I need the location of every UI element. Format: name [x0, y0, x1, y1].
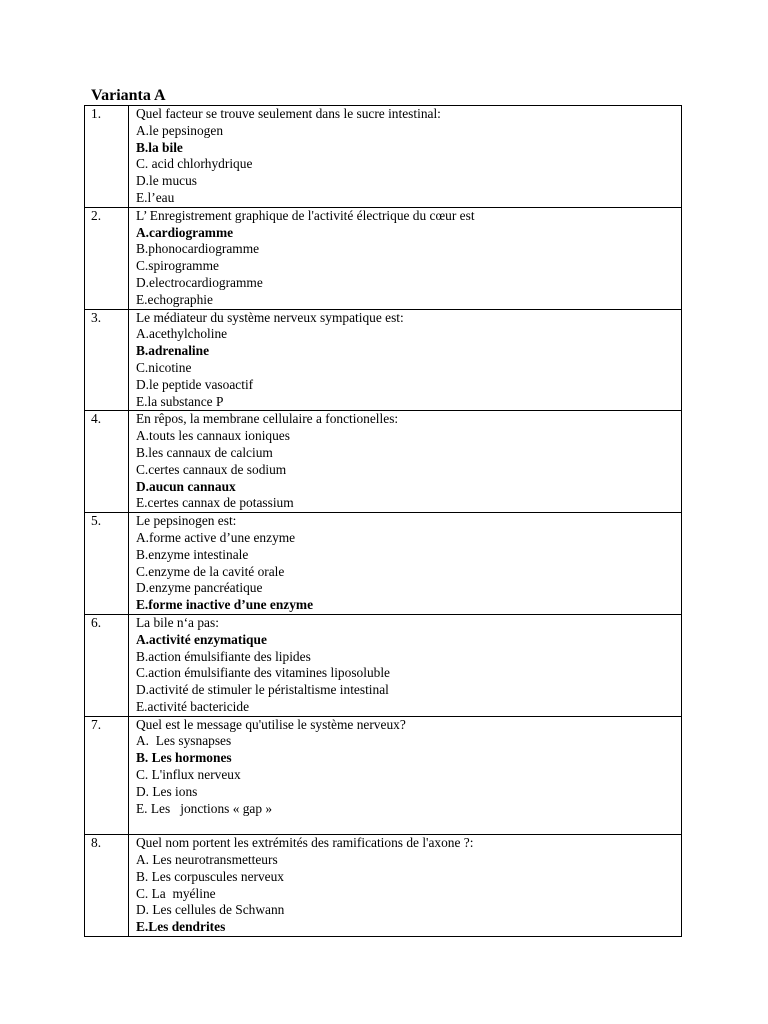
question-cell: [129, 835, 682, 937]
question-text: En rêpos, la membrane cellulaire a fonctionelles:: [136, 411, 399, 427]
question-row-6: [85, 614, 682, 716]
answer-option: D.le peptide vasoactif: [136, 376, 254, 392]
correct-answer-option: B. Les hormones: [136, 750, 232, 766]
document-title: Varianta A: [91, 87, 166, 104]
question-row-3: [85, 309, 682, 411]
answer-option: A. Les neurotransmetteurs: [136, 852, 278, 868]
answer-option: A. Les sysnapses: [136, 733, 232, 749]
answer-option: E.la substance P: [136, 393, 224, 409]
question-number: 5.: [85, 513, 129, 615]
question-number: 4.: [85, 411, 129, 513]
question-row-5: [85, 513, 682, 615]
question-text: Quel nom portent les extrémités des ramifications de l'axone ?:: [136, 835, 474, 851]
question-row-4: [85, 411, 682, 513]
question-number: 8.: [85, 835, 129, 937]
question-row-8: [85, 835, 682, 937]
answer-option: C.action émulsifiante des vitamines liposoluble: [136, 665, 391, 681]
answer-option: D. Les cellules de Schwann: [136, 902, 285, 918]
correct-answer-option: E.forme inactive d’une enzyme: [136, 597, 314, 613]
answer-option: B. Les corpuscules nerveux: [136, 868, 284, 884]
answer-option: C.certes cannaux de sodium: [136, 461, 287, 477]
question-cell: [129, 411, 682, 513]
question-cell: [129, 716, 682, 835]
question-text: La bile n‘a pas:: [136, 614, 219, 630]
question-text: L’ Enregistrement graphique de l'activité électrique du cœur est: [136, 207, 475, 223]
answer-option: C. La myéline: [136, 885, 216, 901]
answer-option: E. Les jonctions « gap »: [136, 800, 273, 816]
answer-option: C. acid chlorhydrique: [136, 156, 253, 172]
question-cell: [129, 207, 682, 309]
question-number: 6.: [85, 614, 129, 716]
question-row-7: [85, 716, 682, 835]
answer-option: A.touts les cannaux ioniques: [136, 428, 290, 444]
answer-option: E.echographie: [136, 291, 213, 307]
blank-line: [136, 817, 681, 834]
answer-option: C.enzyme de la cavité orale: [136, 563, 285, 579]
correct-answer-option: A.cardiogramme: [136, 224, 234, 240]
question-text: Quel facteur se trouve seulement dans le sucre intestinal:: [136, 106, 441, 121]
answer-option: D.electrocardiogramme: [136, 274, 263, 290]
answer-option: D.le mucus: [136, 173, 197, 189]
question-text: Le médiateur du système nerveux sympatique est:: [136, 309, 404, 325]
question-number: 2.: [85, 207, 129, 309]
question-cell: [129, 513, 682, 615]
answer-option: B.enzyme intestinale: [136, 546, 249, 562]
question-cell: [129, 309, 682, 411]
question-number: 3.: [85, 309, 129, 411]
correct-answer-option: E.Les dendrites: [136, 919, 226, 935]
correct-answer-option: D.aucun cannaux: [136, 478, 236, 494]
answer-option: E.activité bactericide: [136, 698, 250, 714]
answer-option: A.acethylcholine: [136, 326, 228, 342]
correct-answer-option: A.activité enzymatique: [136, 631, 267, 647]
answer-option: C.nicotine: [136, 359, 192, 375]
answer-option: C. L'influx nerveux: [136, 767, 241, 783]
answer-option: B.les cannaux de calcium: [136, 444, 273, 460]
answer-option: C.spirogramme: [136, 258, 219, 274]
question-row-1: [85, 106, 682, 208]
answer-option: A.le pepsinogen: [136, 122, 224, 138]
answer-option: A.forme active d’une enzyme: [136, 529, 296, 545]
correct-answer-option: B.la bile: [136, 139, 183, 155]
answer-option: B.phonocardiogramme: [136, 241, 260, 257]
question-number: 7.: [85, 716, 129, 835]
question-cell: [129, 106, 682, 208]
answer-option: D. Les ions: [136, 783, 198, 799]
question-row-2: [85, 207, 682, 309]
answer-option: D.activité de stimuler le péristaltisme intestinal: [136, 682, 389, 698]
question-text: Le pepsinogen est:: [136, 513, 237, 529]
answer-option: E.certes cannax de potassium: [136, 495, 294, 511]
question-number: 1.: [85, 106, 129, 208]
answer-option: E.l’eau: [136, 189, 175, 205]
answer-option: D.enzyme pancréatique: [136, 580, 263, 596]
quiz-table: [84, 105, 682, 937]
answer-option: B.action émulsifiante des lipides: [136, 648, 311, 664]
quiz-table-body: [85, 106, 682, 937]
question-text: Quel est le message qu'utilise le système nerveux?: [136, 716, 406, 732]
correct-answer-option: B.adrenaline: [136, 343, 210, 359]
question-cell: [129, 614, 682, 716]
